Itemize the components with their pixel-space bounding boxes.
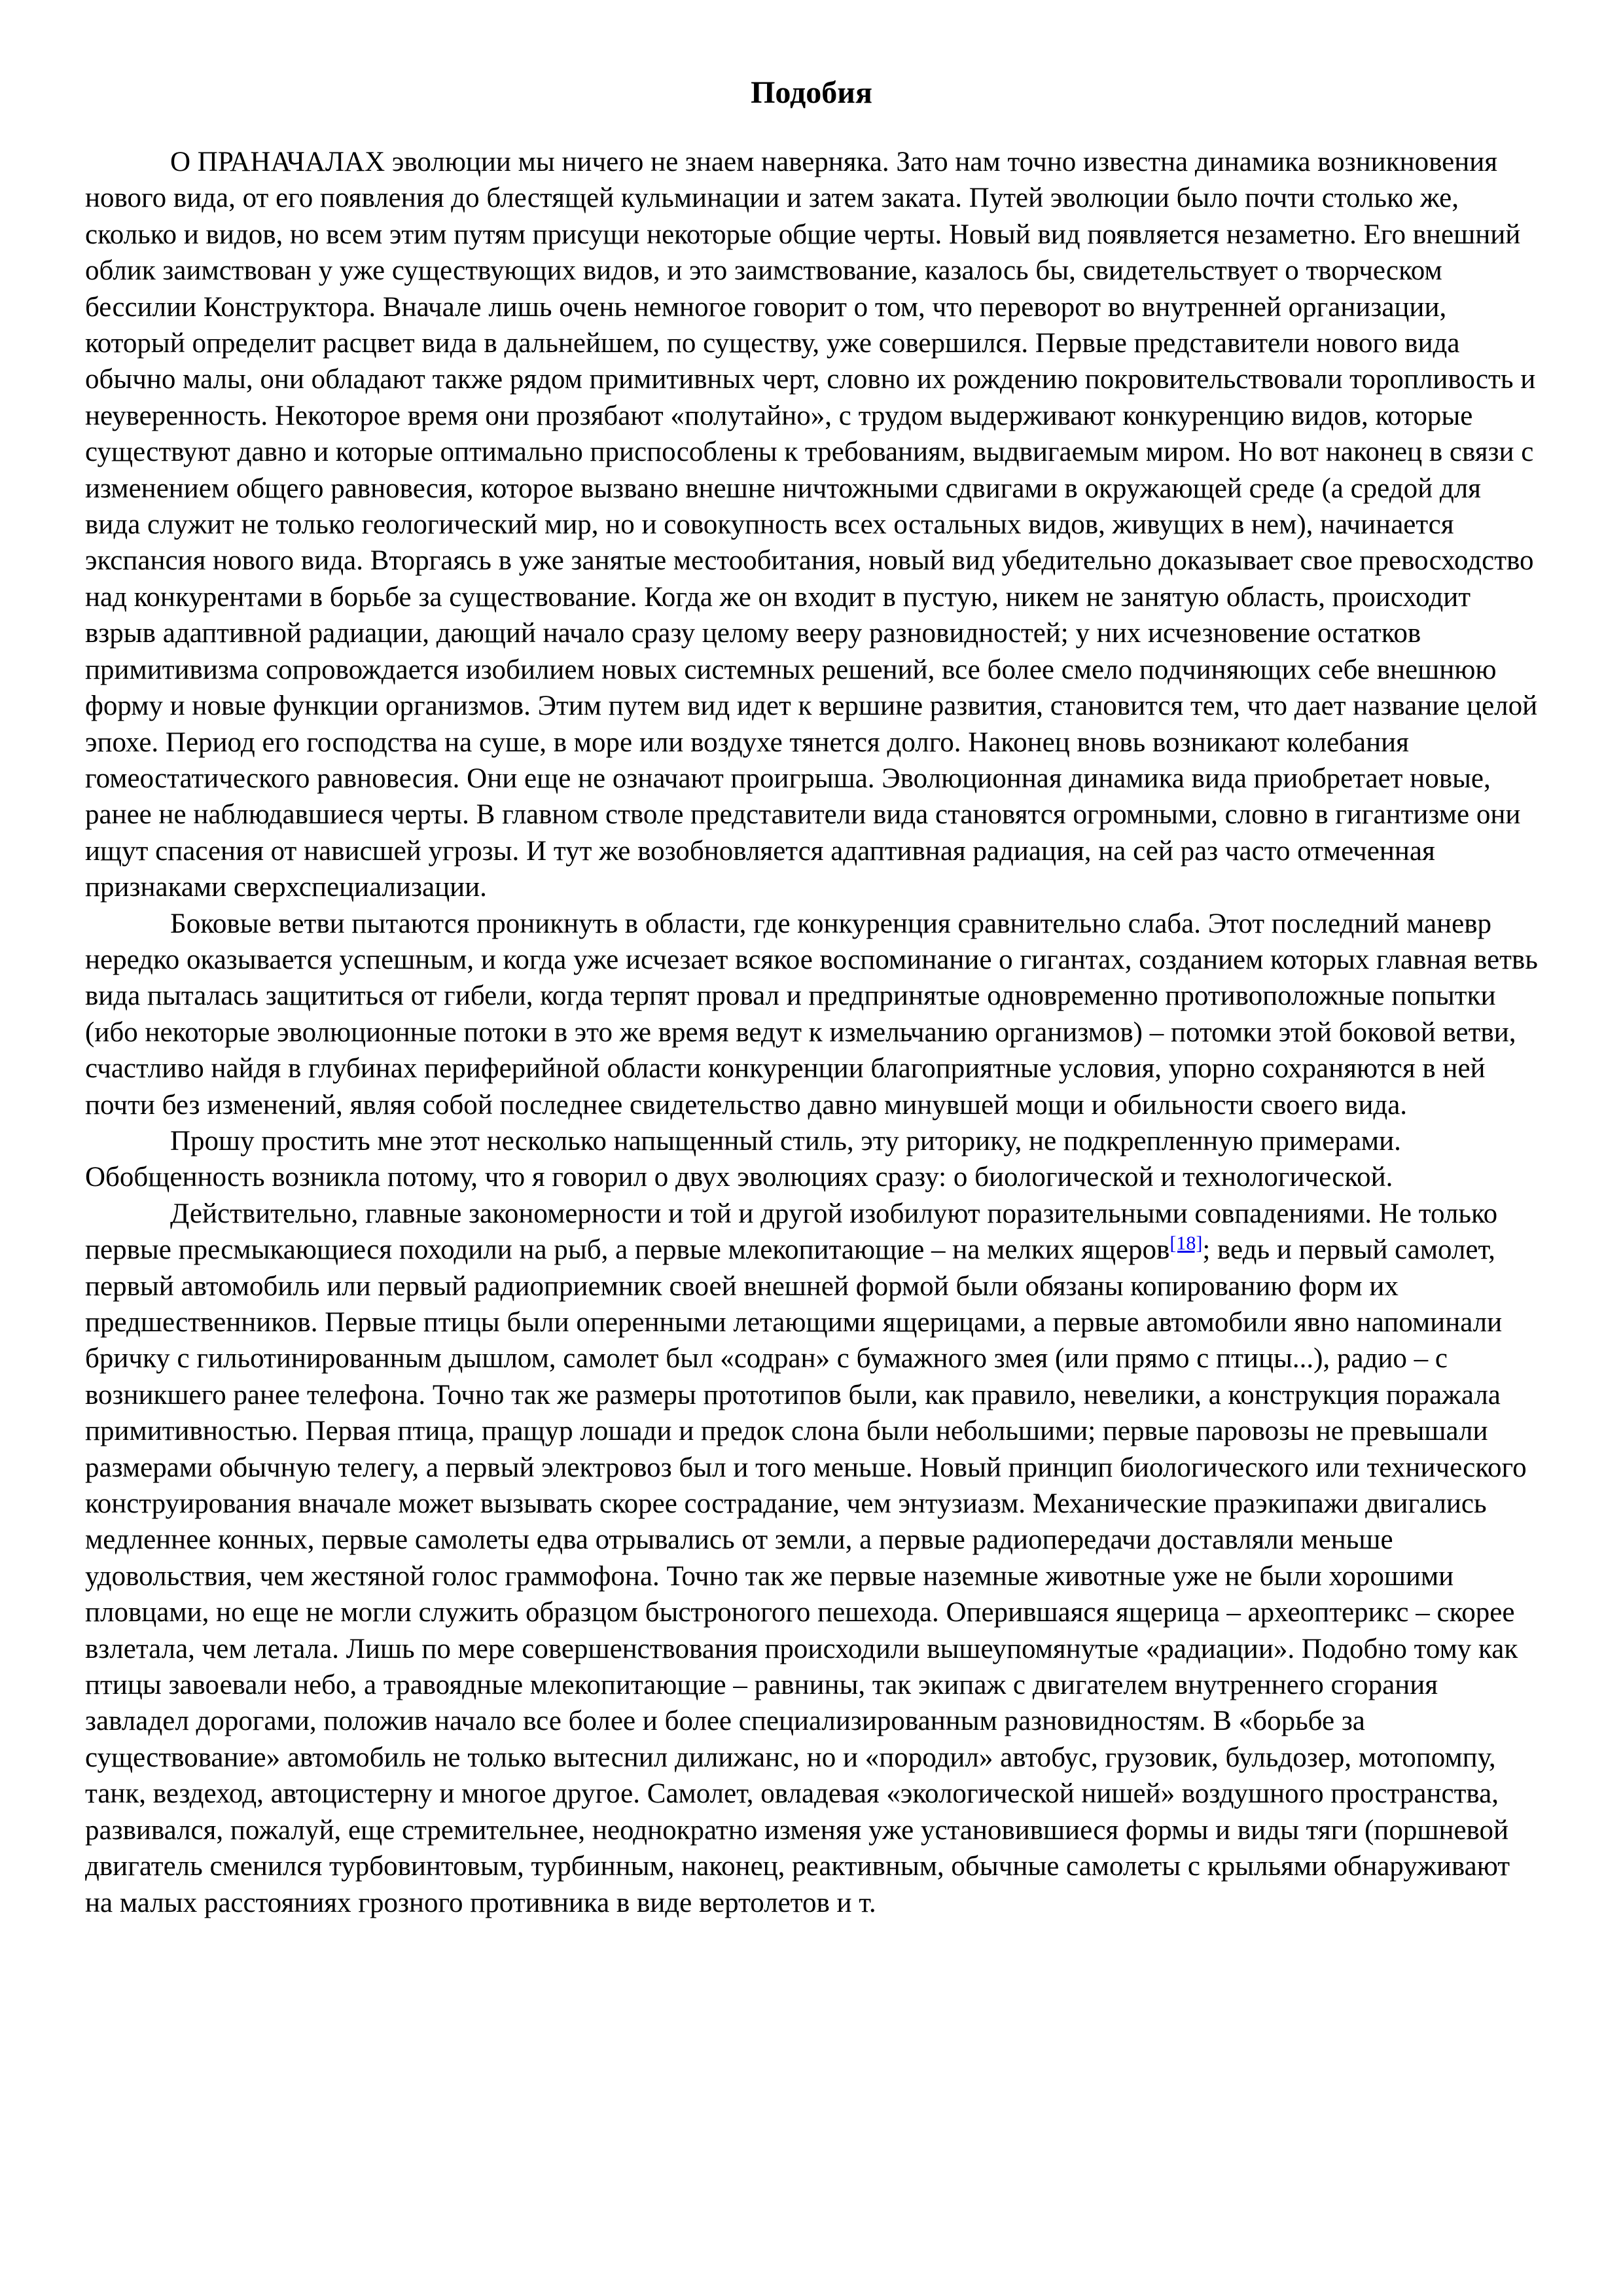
footnote-link-18[interactable]: [18] bbox=[1169, 1232, 1203, 1255]
paragraph-4 bbox=[85, 1196, 1538, 1921]
paragraph-2: Боковые ветви пытаются проникнуть в области, где конкуренция сравнительно слаба. Этот последний маневр нередко оказывается успешным, и когда уже исчезает всякое воспоминание о гигантах, созданием которых главная ветвь вида пыталась защититься от гибели, когда терпят провал и предпринятые одновременно противоположные попытки (ибо некоторые эволюционные потоки в это же время ведут к измельчанию организмов) – потомки этой боковой ветви, счастливо найдя в глубинах периферийной области конкуренции благоприятные условия, упорно сохраняются в ней почти без изменений, являя собой последнее свидетельство давно минувшей мощи и обильности своего вида. bbox=[85, 908, 1538, 1121]
paragraph-4-part-a: Действительно, главные закономерности и той и другой изобилуют поразительными совпадениями. Не только первые пресмыкающиеся походили на рыб, а первые млекопитающие – на мелких ящеров bbox=[85, 1198, 1498, 1266]
page-title: Подобия bbox=[751, 75, 872, 110]
paragraph-3: Прошу простить мне этот несколько напыщенный стиль, эту риторику, не подкрепленную примерами. Обобщенность возникла потому, что я говорил о двух эволюциях сразу: о биологической и технологической. bbox=[85, 1125, 1401, 1193]
paragraph-4-part-b: ; ведь и первый самолет, первый автомобиль или первый радиоприемник своей внешней формой были обязаны копированию форм их предшественников. Первые птицы были оперенными летающими ящерицами, а первые автомобили явно напоминали бричку с гильотинированным дышлом, самолет был «содран» с бумажного змея (или прямо с птицы...), радио – с возникшего ранее телефона. Точно так же размеры прототипов были, как правило, невелики, а конструкция поражала примитивностью. Первая птица, пращур лошади и предок слона были небольшими; первые паровозы не превышали размерами обычную телегу, а первый электровоз был и того меньше. Новый принцип биологического или технического конструирования вначале может вызывать скорее сострадание, чем энтузиазм. Механические праэкипажи двигались медленнее конных, первые самолеты едва отрывались от земли, а первые радиопередачи доставляли меньше удовольствия, чем жестяной голос граммофона. Точно так же первые наземные животные уже не были хорошими пловцами, но еще не могли служить образцом быстроногого пешехода. Оперившаяся ящерица – археоптерикс – скорее взлетала, чем летала. Лишь по мере совершенствования происходили вышеупомянутые «радиации». Подобно тому как птицы завоевали небо, а травоядные млекопитающие – равнины, так экипаж с двигателем внутреннего сгорания завладел дорогами, положив начало все более и более специализированным разновидностям. В «борьбе за существование» автомобиль не только вытеснил дилижанс, но и «породил» автобус, грузовик, бульдозер, мотопомпу, танк, вездеход, автоцистерну и многое другое. Самолет, овладевая «экологической нишей» воздушного пространства, развивался, пожалуй, еще стремительнее, неоднократно изменяя уже установившиеся формы и виды тяги (поршневой двигатель сменился турбовинтовым, турбинным, наконец, реактивным, обычные самолеты с крыльями обнаруживают на малых расстояниях грозного противника в виде вертолетов и т. bbox=[85, 1234, 1527, 1918]
paragraph-1: О ПРАНАЧАЛАХ эволюции мы ничего не знаем наверняка. Зато нам точно известна динамика возникновения нового вида, от его появления до блестящей кульминации и затем заката. Путей эволюции было почти столько же, сколько и видов, но всем этим путям присущи некоторые общие черты. Новый вид появляется незаметно. Его внешний облик заимствован у уже существующих видов, и это заимствование, казалось бы, свидетельствует о творческом бессилии Конструктора. Вначале лишь очень немногое говорит о том, что переворот во внутренней организации, который определит расцвет вида в дальнейшем, по существу, уже совершился. Первые представители нового вида обычно малы, они обладают также рядом примитивных черт, словно их рождению покровительствовали торопливость и неуверенность. Некоторое время они прозябают «полутайно», с трудом выдерживают конкуренцию видов, которые существуют давно и которые оптимально приспособлены к требованиям, выдвигаемым миром. Но вот наконец в связи с изменением общего равновесия, которое вызвано внешне ничтожными сдвигами в окружающей среде (а средой для вида служит не только геологический мир, но и совокупность всех остальных видов, живущих в нем), начинается экспансия нового вида. Вторгаясь в уже занятые местообитания, новый вид убедительно доказывает свое превосходство над конкурентами в борьбе за существование. Когда же он входит в пустую, никем не занятую область, происходит взрыв адаптивной радиации, дающий начало сразу целому вееру разновидностей; у них исчезновение остатков примитивизма сопровождается изобилием новых системных решений, все более смело подчиняющих себе внешнюю форму и новые функции организмов. Этим путем вид идет к вершине развития, становится тем, что дает название целой эпохе. Период его господства на суше, в море или воздухе тянется долго. Наконец вновь возникают колебания гомеостатического равновесия. Они еще не означают проигрыша. Эволюционная динамика вида приобретает новые, ранее не наблюдавшиеся черты. В главном стволе представители вида становятся огромными, словно в гигантизме они ищут спасения от нависшей угрозы. И тут же возобновляется адаптивная радиация, на сей раз часто отмеченная признаками сверхспециализации. bbox=[85, 147, 1538, 903]
